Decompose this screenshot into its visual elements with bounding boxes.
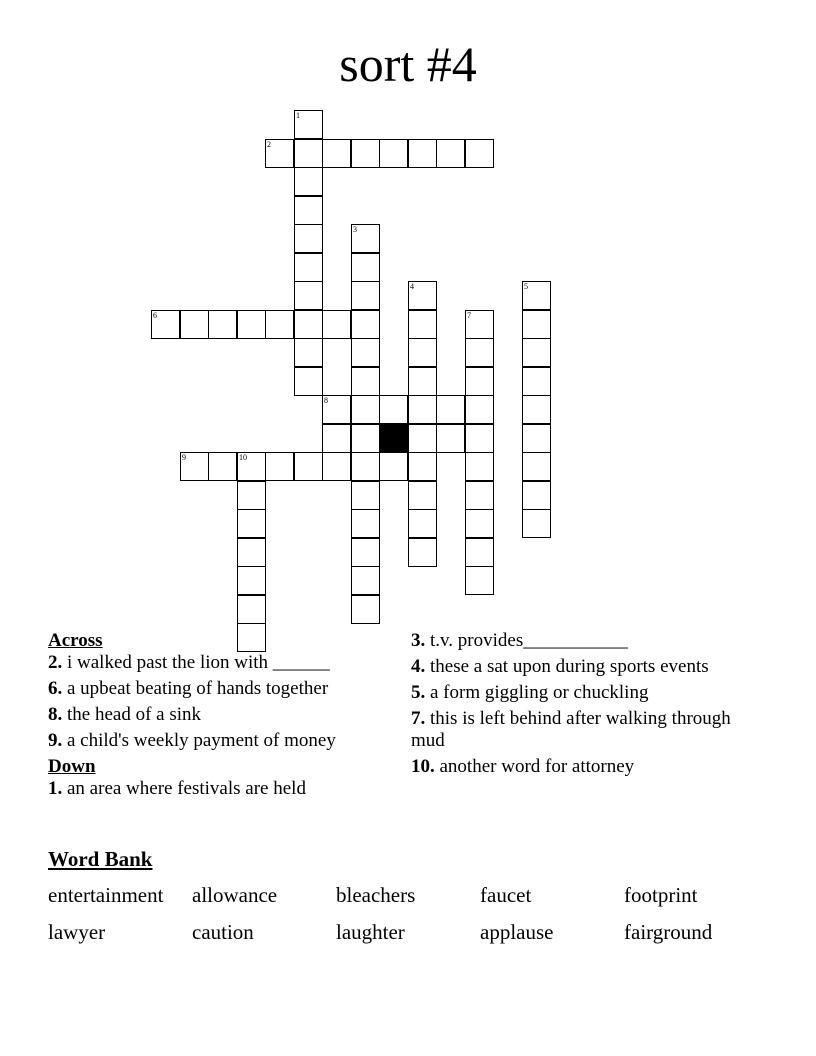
clue-number-label: 3 [353,225,357,234]
grid-cell[interactable] [408,139,437,168]
clue-number-label: 7 [467,311,471,320]
grid-cell[interactable] [208,310,237,339]
grid-cell[interactable] [294,367,323,396]
clue-number-label: 5 [524,282,528,291]
grid-cell[interactable] [379,139,408,168]
word-bank-item: lawyer [48,920,106,944]
grid-cell[interactable] [351,509,380,538]
clue-number-label: 10 [239,453,247,462]
word-bank-item: fairground [624,920,713,944]
grid-cell[interactable] [465,538,494,567]
clue-text: an area where festivals are held [67,778,306,799]
word-bank-item: caution [192,920,254,944]
grid-cell[interactable] [322,310,351,339]
clue-down-1 [48,778,388,800]
grid-cell[interactable] [294,338,323,367]
grid-cell[interactable] [379,395,408,424]
grid-cell[interactable] [351,566,380,595]
grid-cell[interactable] [522,395,551,424]
grid-cell[interactable] [436,139,465,168]
word-bank-item: applause [480,920,554,944]
grid-cell[interactable] [294,310,323,339]
grid-cell[interactable] [522,281,551,310]
grid-cell[interactable] [322,395,351,424]
grid-cell[interactable] [465,424,494,453]
grid-cell[interactable] [294,110,323,139]
grid-cell[interactable] [294,452,323,481]
page-title: sort #4 [339,36,477,92]
clues-left-column [48,630,388,804]
clue-number: 10. [411,756,435,777]
grid-cell[interactable] [465,367,494,396]
grid-cell[interactable] [465,395,494,424]
grid-cell[interactable] [436,395,465,424]
word-bank-item: allowance [192,883,278,907]
grid-cell[interactable] [351,367,380,396]
grid-cell[interactable] [237,595,266,624]
clue-text: a upbeat beating of hands together [67,678,329,699]
grid-cell[interactable] [408,310,437,339]
clue-down-5 [411,682,741,704]
grid-cell[interactable] [180,310,209,339]
grid-cell[interactable] [351,538,380,567]
clue-number: 9. [48,730,63,751]
grid-cell[interactable] [351,281,380,310]
word-bank-item: faucet [480,883,532,907]
word-bank [48,884,768,944]
clue-number-label: 4 [410,282,414,291]
word-bank-title: Word Bank [48,847,153,871]
grid-cell[interactable] [522,424,551,453]
clue-text: a form giggling or chuckling [430,682,649,703]
grid-cell[interactable] [522,310,551,339]
grid-cell[interactable] [408,538,437,567]
grid-cell[interactable] [522,481,551,510]
grid-cell[interactable] [208,452,237,481]
grid-cell[interactable] [351,595,380,624]
grid-cell[interactable] [351,224,380,253]
grid-cell[interactable] [465,509,494,538]
across-heading: Across [48,630,103,651]
grid-cell[interactable] [465,566,494,595]
grid-cell[interactable] [237,538,266,567]
grid-cell[interactable] [294,253,323,282]
clue-text: these a sat upon during sports events [430,656,709,677]
clue-down-4 [411,656,741,678]
clue-number-label: 6 [153,311,157,320]
grid-cell[interactable] [408,338,437,367]
clue-number: 6. [48,678,63,699]
clue-down-7 [411,708,741,752]
grid-cell[interactable] [351,338,380,367]
grid-cell[interactable] [465,452,494,481]
clues-right-column [411,630,741,782]
grid-cell[interactable] [294,139,323,168]
clue-number: 4. [411,656,426,677]
clue-number-label: 8 [324,396,328,405]
word-bank-item: entertainment [48,883,164,907]
grid-cell[interactable] [522,509,551,538]
clue-text: the head of a sink [67,704,202,725]
grid-cell[interactable] [322,452,351,481]
grid-cell[interactable] [294,281,323,310]
grid-cell[interactable] [351,424,380,453]
clue-number: 8. [48,704,63,725]
clue-number: 7. [411,708,426,729]
grid-cell[interactable] [265,139,294,168]
word-bank-item: bleachers [336,883,416,907]
clue-across-9 [48,730,388,752]
black-cell [379,424,408,453]
grid-cell[interactable] [237,452,266,481]
clue-text: another word for attorney [439,756,635,777]
grid-cell[interactable] [351,139,380,168]
grid-cell[interactable] [408,481,437,510]
grid-cell[interactable] [322,424,351,453]
grid-cell[interactable] [294,167,323,196]
grid-cell[interactable] [351,395,380,424]
grid-cell[interactable] [465,310,494,339]
grid-cell[interactable] [237,481,266,510]
clue-across-8 [48,704,388,726]
grid-cell[interactable] [408,281,437,310]
grid-cell[interactable] [237,310,266,339]
grid-cell[interactable] [408,452,437,481]
clue-across-6 [48,678,388,700]
clue-down-10 [411,756,741,778]
grid-cell[interactable] [351,253,380,282]
clue-text: i walked past the lion with ______ [67,652,330,673]
clue-number-label: 1 [296,111,300,120]
word-bank-item: footprint [624,883,698,907]
grid-cell[interactable] [408,424,437,453]
clue-number: 1. [48,778,63,799]
clue-text: t.v. provides___________ [430,630,628,651]
grid-cell[interactable] [351,481,380,510]
grid-cell[interactable] [180,452,209,481]
clue-number: 3. [411,630,426,651]
grid-cell[interactable] [408,509,437,538]
grid-cell[interactable] [237,509,266,538]
grid-cell[interactable] [465,139,494,168]
grid-cell[interactable] [522,452,551,481]
grid-cell[interactable] [237,566,266,595]
clue-number: 2. [48,652,63,673]
grid-cell[interactable] [465,481,494,510]
down-heading: Down [48,756,96,777]
clue-number-label: 2 [267,140,271,149]
clue-text: a child's weekly payment of money [67,730,336,751]
grid-cell[interactable] [265,452,294,481]
grid-cell[interactable] [351,310,380,339]
word-bank-item: laughter [336,920,405,944]
grid-cell[interactable] [522,338,551,367]
grid-cell[interactable] [379,452,408,481]
grid-cell[interactable] [436,424,465,453]
grid-cell[interactable] [294,224,323,253]
grid-cell[interactable] [408,395,437,424]
clue-text: this is left behind after walking through mud [411,708,731,751]
grid-cell[interactable] [322,139,351,168]
grid-cell[interactable] [465,338,494,367]
grid-cell[interactable] [522,367,551,396]
clue-number-label: 9 [182,453,186,462]
grid-cell[interactable] [294,196,323,225]
clue-across-2 [48,652,388,674]
grid-cell[interactable] [408,367,437,396]
grid-cell[interactable] [151,310,180,339]
grid-cell[interactable] [265,310,294,339]
clue-down-3 [411,630,741,652]
clue-number: 5. [411,682,426,703]
grid-cell[interactable] [351,452,380,481]
